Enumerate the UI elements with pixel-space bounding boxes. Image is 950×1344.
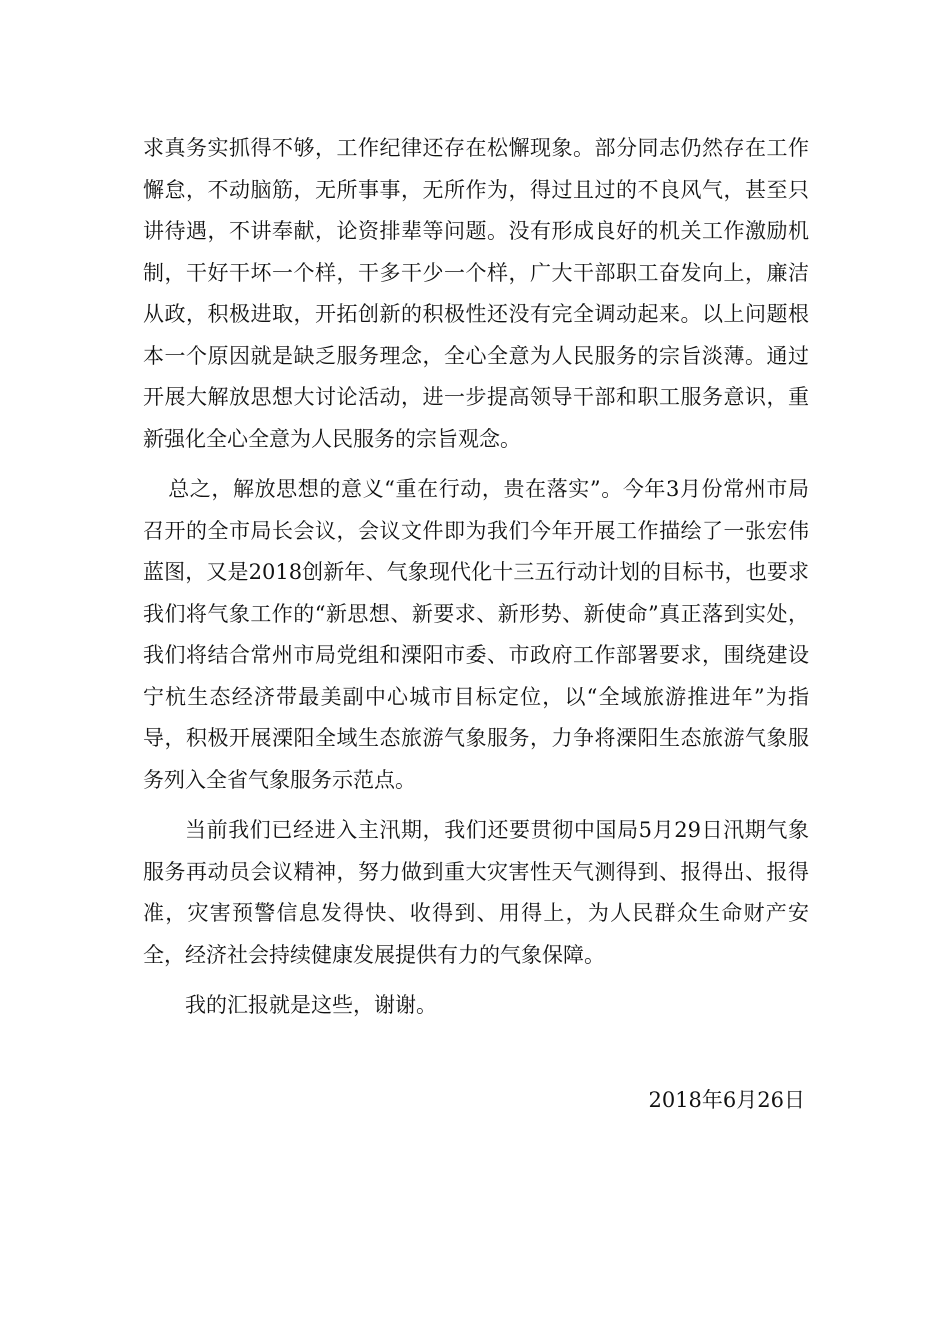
paragraph-4: 我的汇报就是这些，谢谢。: [185, 993, 437, 1017]
paragraph-3: 当前我们已经进入主汛期，我们还要贯彻中国局5月29日汛期气象服务再动员会议精神，努力做到重大灾害性天气测得到、报得出、报得准，灾害预警信息发得快、收得到、用得上，为人民群众生命财产安全，经济社会持续健康发展提供有力的气象保障。: [143, 818, 809, 967]
document-body: [143, 128, 809, 1027]
paragraph-1: 求真务实抓得不够，工作纪律还存在松懈现象。部分同志仍然存在工作懈怠，不动脑筋，无所事事，无所作为，得过且过的不良风气，甚至只讲待遇，不讲奉献，论资排辈等问题。没有形成良好的机关工作激励机制，干好干坏一个样，干多干少一个样，广大干部职工奋发向上，廉洁从政，积极进取，开拓创新的积极性还没有完全调动起来。以上问题根本一个原因就是缺乏服务理念，全心全意为人民服务的宗旨淡薄。通过开展大解放思想大讨论活动，进一步提高领导干部和职工服务意识，重新强化全心全意为人民服务的宗旨观念。: [143, 136, 809, 451]
paragraph-2: 总之，解放思想的意义“重在行动，贵在落实”。今年3月份常州市局召开的全市局长会议，会议文件即为我们今年开展工作描绘了一张宏伟蓝图，又是2018创新年、气象现代化十三五行动计划的目标书，也要求我们将气象工作的“新思想、新要求、新形势、新使命”真正落到实处，我们将结合常州市局党组和溧阳市委、市政府工作部署要求，围绕建设宁杭生态经济带最美副中心城市目标定位，以“全域旅游推进年”为指导，积极开展溧阳全域生态旅游气象服务，力争将溧阳生态旅游气象服务列入全省气象服务示范点。: [143, 477, 809, 792]
document-date: 2018年6月26日: [648, 1088, 805, 1112]
